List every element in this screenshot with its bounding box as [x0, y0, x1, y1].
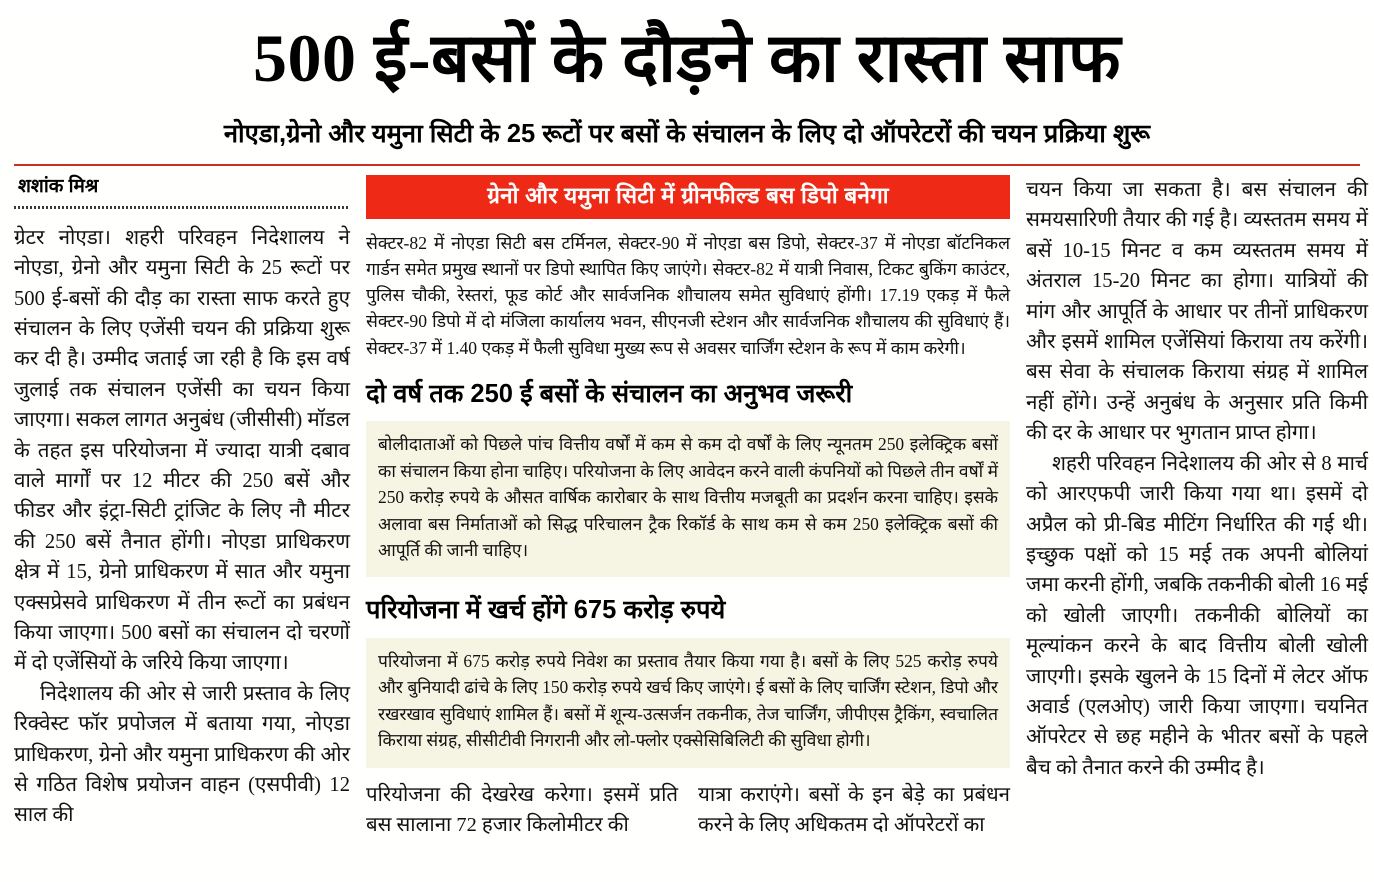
bottom-subcolumn-right — [698, 780, 1010, 840]
right-paragraph-2: शहरी परिवहन निदेशालय की ओर से 8 मार्च को आरएफपी जारी किया गया था। इसमें दो अप्रैल को प्री-बिड मीटिंग निर्धारित की गई थी। इच्छुक पक्षों को 15 मई तक अपनी बोलियां जमा करनी होंगी, जबकि तकनीकी बोली 16 मई को खोली जाएगी। तकनीकी बोलियों का मूल्यांकन करने के बाद वित्तीय बोली खोली जाएगी। इसके खुलने के 15 दिनों में लेटर ऑफ अवार्ड (एलओए) जारी किया जाएगा। चयनित ऑपरेटर से छह महीने के भीतर बसों के पहले बैच को तैनात करने की उम्मीद है। — [1026, 452, 1368, 779]
article-body — [14, 175, 1368, 836]
column-right — [1026, 175, 1368, 827]
column-left — [14, 175, 350, 827]
bottom-subcolumns — [366, 780, 1010, 840]
red-banner-heading: ग्रेनो और यमुना सिटी में ग्रीनफील्ड बस डिपो बनेगा — [366, 175, 1010, 219]
highlight-box-2 — [366, 638, 1010, 768]
section-heading-2: परियोजना में खर्च होंगे 675 करोड़ रुपये — [366, 596, 726, 625]
left-paragraph-2: निदेशालय की ओर से जारी प्रस्ताव के लिए रिक्वेस्ट फॉर प्रपोजल में बताया गया, नोएडा प्राधिकरण, ग्रेनो और यमुना प्राधिकरण की ओर से गठित विशेष प्रयोजन वाहन (एसपीवी) 12 साल की — [14, 682, 350, 827]
right-paragraph-1: चयन किया जा सकता है। बस संचालन की समयसारिणी तैयार की गई है। व्यस्ततम समय में बसें 10-15 मिनट व कम व्यस्ततम समय में अंतराल 15-20 मिनट का होगा। यात्रियों की मांग और आपूर्ति के आधार पर तीनों प्राधिकरण और इसमें शामिल एजेंसियां किराया तय करेंगी। बस सेवा के संचालक किराया संग्रह में शामिल नहीं होंगे। उन्हें अनुबंध के अनुसार प्रति किमी की दर के आधार पर भुगतान प्राप्त होगा। — [1026, 179, 1368, 445]
column-middle — [366, 175, 1010, 836]
left-paragraph-1: ग्रेटर नोएडा। शहरी परिवहन निदेशालय ने नोएडा, ग्रेनो और यमुना सिटी के 25 रूटों पर 500 ई-बसों की दौड़ का रास्ता साफ करते हुए संचालन के लिए एजेंसी चयन की प्रक्रिया शुरू कर दी है। उम्मीद जताई जा रही है कि इस वर्ष जुलाई तक संचालन एजेंसी का चयन किया जाएगा। सकल लागत अनुबंध (जीसीसी) मॉडल के तहत इस परियोजना में ज्यादा यात्री दबाव वाले मार्गों पर 12 मीटर की 250 बसें और फीडर और इंट्रा-सिटी ट्रांजिट के लिए नौ मीटर की 250 बसें तैनात होंगी। नोएडा प्राधिकरण क्षेत्र में 15, ग्रेनो प्राधिकरण में सात और यमुना एक्सप्रेसवे प्राधिकरण में तीन रूटों का प्रबंधन किया जाएगा। 500 बसों का संचालन दो चरणों में दो एजेंसियों के जरिये किया जाएगा। — [14, 226, 350, 675]
section-1-paragraph: बोलीदाताओं को पिछले पांच वित्तीय वर्षों में कम से कम दो वर्षों के लिए न्यूनतम 250 इलेक्ट्रिक बसों का संचालन किया होना चाहिए। परियोजना के लिए आवेदन करने वाली कंपनियों को पिछले तीन वर्षों में 250 करोड़ रुपये के औसत वार्षिक कारोबार के साथ वित्तीय मजबूती का प्रदर्शन करना चाहिए। इसके अलावा बस निर्माताओं को सिद्ध परिचालन ट्रैक रिकॉर्ड के साथ कम से कम 250 इलेक्ट्रिक बसों की आपूर्ति की जानी चाहिए। — [378, 434, 998, 561]
main-headline: 500 ई-बसों के दौड़ने का रास्ता साफ — [252, 20, 1122, 96]
section-heading-1: दो वर्ष तक 250 ई बसों के संचालन का अनुभव जरूरी — [366, 379, 853, 408]
highlight-box-1 — [366, 421, 1010, 577]
byline-divider — [14, 206, 350, 209]
section-2-paragraph: परियोजना में 675 करोड़ रुपये निवेश का प्रस्ताव तैयार किया गया है। बसों के लिए 525 करोड़ रुपये और बुनियादी ढांचे के लिए 150 करोड़ रुपये खर्च किए जाएंगे। ई बसों के लिए चार्जिंग स्टेशन, डिपो और रखरखाव सुविधाएं शामिल हैं। बसों में शून्य-उत्सर्जन तकनीक, तेज चार्जिंग, जीपीएस ट्रैकिंग, स्वचालित किराया संग्रह, सीसीटीवी निगरानी और लो-फ्लोर एक्सेसिबिलिटी की सुविधा होगी। — [378, 651, 998, 751]
bottom-right-paragraph: यात्रा कराएंगे। बसों के इन बेड़े का प्रबंधन करने के लिए अधिकतम दो ऑपरेटरों का — [698, 783, 1010, 836]
bottom-subcolumn-left — [366, 780, 678, 840]
headline-divider — [14, 164, 1360, 166]
newspaper-page — [0, 22, 1374, 882]
bottom-left-paragraph: परियोजना की देखरेख करेगा। इसमें प्रति बस सालाना 72 हजार किलोमीटर की — [366, 783, 678, 836]
sub-headline: नोएडा,ग्रेनो और यमुना सिटी के 25 रूटों पर बसों के संचालन के लिए दो ऑपरेटरों की चयन प्रक्रिया शुरू — [223, 120, 1151, 149]
banner-paragraph: सेक्टर-82 में नोएडा सिटी बस टर्मिनल, सेक्टर-90 में नोएडा बस डिपो, सेक्टर-37 में नोएडा बॉटनिकल गार्डन समेत प्रमुख स्थानों पर डिपो स्थापित किए जाएंगे। सेक्टर-82 में यात्री निवास, टिकट बुकिंग काउंटर, पुलिस चौकी, रेस्तरां, फूड कोर्ट और सार्वजनिक शौचालय समेत सुविधाएं होंगी। 17.19 एकड़ में फैले सेक्टर-90 डिपो में दो मंजिला कार्यालय भवन, सीएनजी स्टेशन और सार्वजनिक शौचालय की सुविधाएं हैं। सेक्टर-37 में 1.40 एकड़ में फैली सुविधा मुख्य रूप से अवसर चार्जिंग स्टेशन के रूप में काम करेगी। — [366, 232, 1010, 358]
byline-author: शशांक मिश्र — [18, 176, 99, 198]
